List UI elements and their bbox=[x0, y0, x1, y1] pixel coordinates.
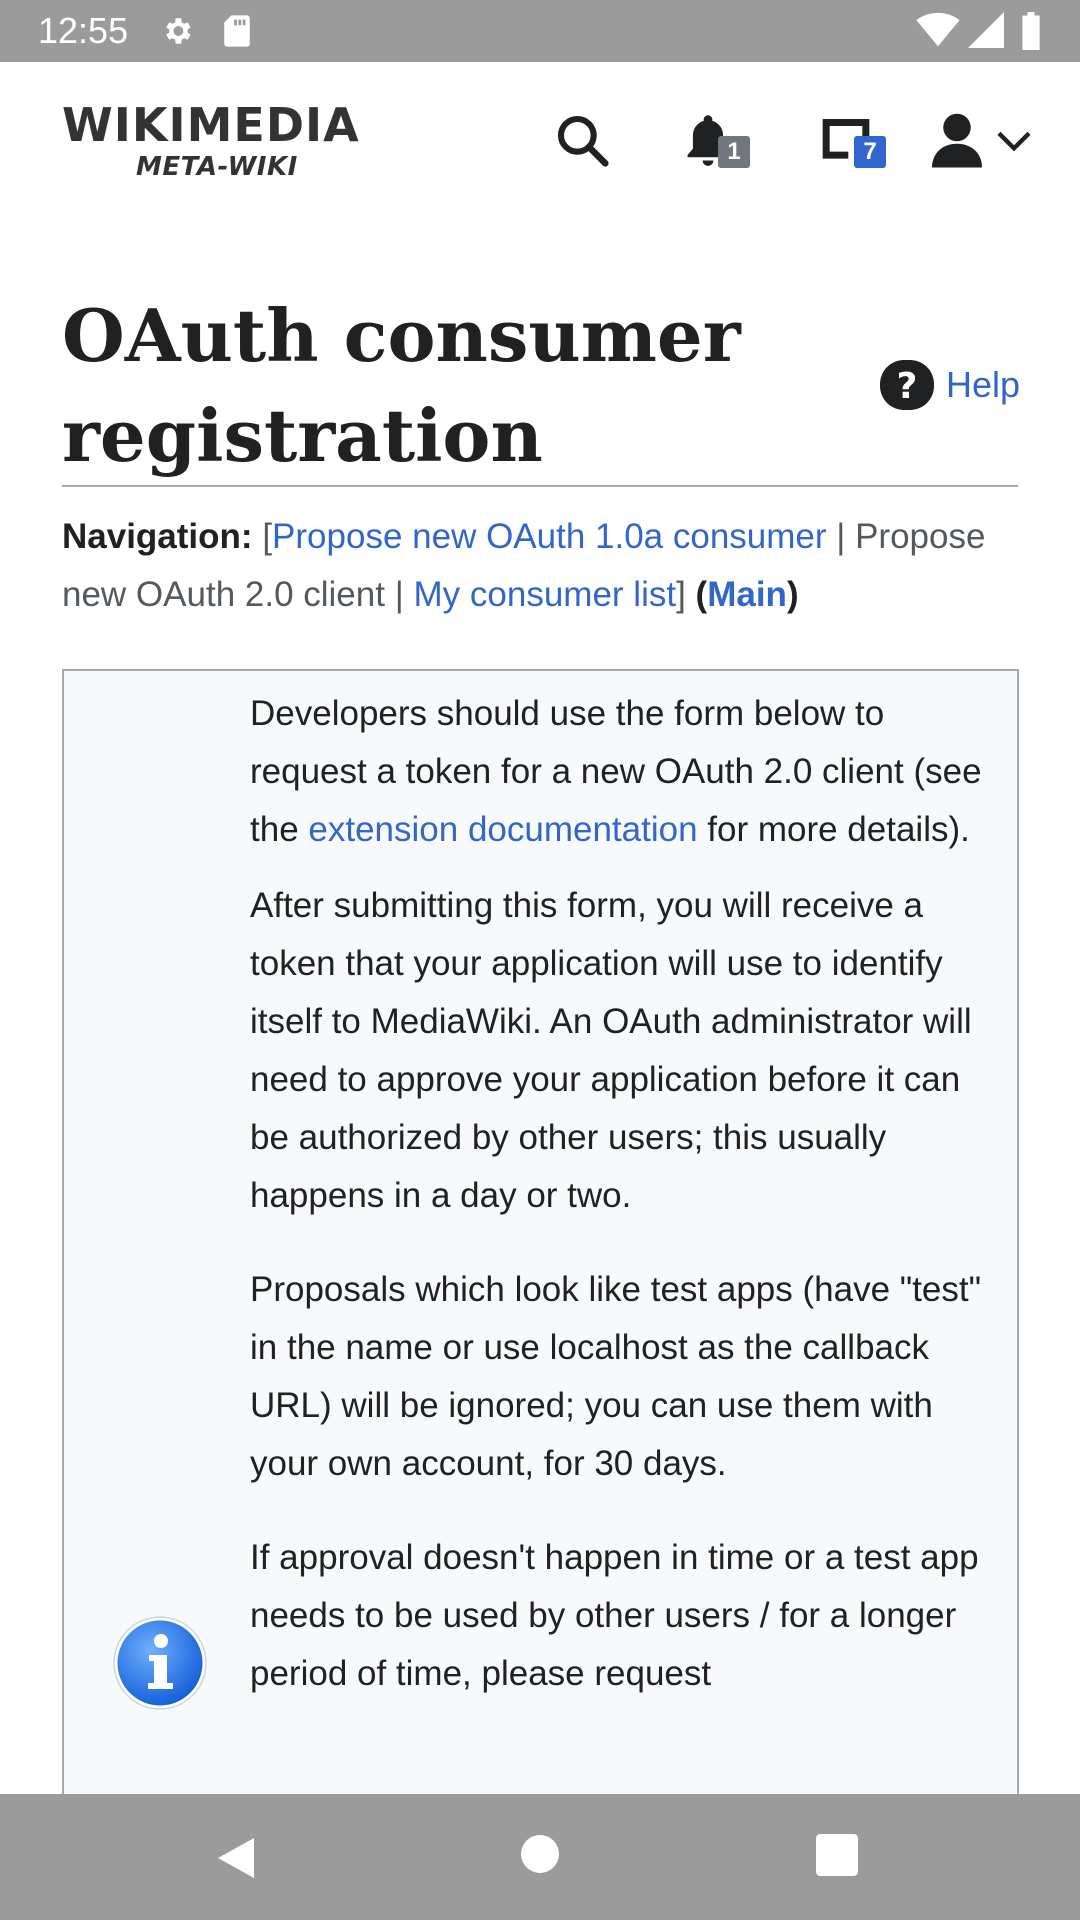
info-box-text bbox=[250, 685, 990, 1721]
info-paragraph bbox=[250, 685, 990, 859]
propose-oauth2-current: Propose new OAuth 2.0 client bbox=[62, 517, 986, 614]
svg-text:?: ? bbox=[896, 366, 918, 407]
main-paren-open: ( bbox=[695, 575, 708, 614]
propose-oauth1-link[interactable]: Propose new OAuth 1.0a consumer bbox=[272, 517, 827, 556]
home-icon[interactable] bbox=[520, 1834, 560, 1874]
nav-bracket-close: ] bbox=[676, 575, 686, 614]
help-icon bbox=[880, 360, 934, 410]
extension-documentation-link[interactable]: extension documentation bbox=[308, 810, 698, 849]
help-label: Help bbox=[946, 364, 1021, 405]
notifications-count-badge: 1 bbox=[718, 136, 750, 168]
nav-bracket-open: [ bbox=[262, 517, 273, 556]
nav-separator: | bbox=[826, 517, 856, 556]
page-title: OAuth consumer registration bbox=[62, 293, 741, 478]
main-link[interactable]: Main bbox=[707, 575, 787, 614]
user-icon bbox=[932, 112, 982, 168]
info-paragraph: Proposals which look like test apps (have "test" in the name or use localhost as the callback URL) will be ignored; you can use them with your own account, for 30 days. bbox=[250, 1270, 982, 1483]
status-bar bbox=[0, 0, 1080, 62]
recents-icon[interactable] bbox=[816, 1834, 858, 1876]
back-icon[interactable] bbox=[214, 1834, 258, 1882]
navigation-label: Navigation: bbox=[62, 517, 253, 556]
info-paragraph: If approval doesn't happen in time or a test app needs to be used by other users / for a longer period of time, please request bbox=[250, 1538, 979, 1693]
notifications-button[interactable] bbox=[682, 112, 741, 173]
search-button[interactable] bbox=[554, 112, 610, 173]
info-box bbox=[62, 669, 1019, 1920]
system-navigation-bar bbox=[0, 1794, 1080, 1920]
chevron-down-icon bbox=[994, 120, 1034, 160]
site-header bbox=[0, 62, 1080, 222]
logo-subtitle: META-WIKI bbox=[136, 152, 298, 182]
status-time: 12:55 bbox=[38, 10, 129, 51]
main-paren-close: ) bbox=[786, 575, 799, 614]
wikimedia-logo[interactable] bbox=[62, 98, 382, 182]
my-consumer-list-link[interactable]: My consumer list bbox=[413, 575, 677, 614]
user-menu-button[interactable] bbox=[932, 112, 1034, 168]
wifi-icon bbox=[916, 12, 960, 48]
notices-count-badge: 7 bbox=[854, 136, 886, 168]
nav-separator: | bbox=[384, 575, 414, 614]
title-divider bbox=[62, 485, 1018, 487]
sd-card-icon bbox=[222, 14, 252, 48]
info-text: for more details). bbox=[697, 810, 970, 849]
battery-icon bbox=[1020, 12, 1042, 50]
info-icon bbox=[112, 1615, 208, 1711]
special-page-navigation bbox=[62, 508, 1022, 624]
search-icon bbox=[554, 112, 610, 168]
signal-icon bbox=[968, 12, 1004, 48]
help-link[interactable] bbox=[880, 360, 1020, 410]
notices-button[interactable] bbox=[818, 112, 877, 173]
info-text: Developers should use the form below to request a token for a new OAuth 2.0 client (see the bbox=[250, 694, 982, 849]
info-paragraph: After submitting this form, you will receive a token that your application will use to identify itself to MediaWiki. An OAuth administrator will need to approve your application before it can be authorized by other users; this usually happens in a day or two. bbox=[250, 886, 972, 1215]
gear-icon bbox=[160, 14, 194, 48]
logo-wordmark: WIKIMEDIA bbox=[62, 98, 360, 152]
